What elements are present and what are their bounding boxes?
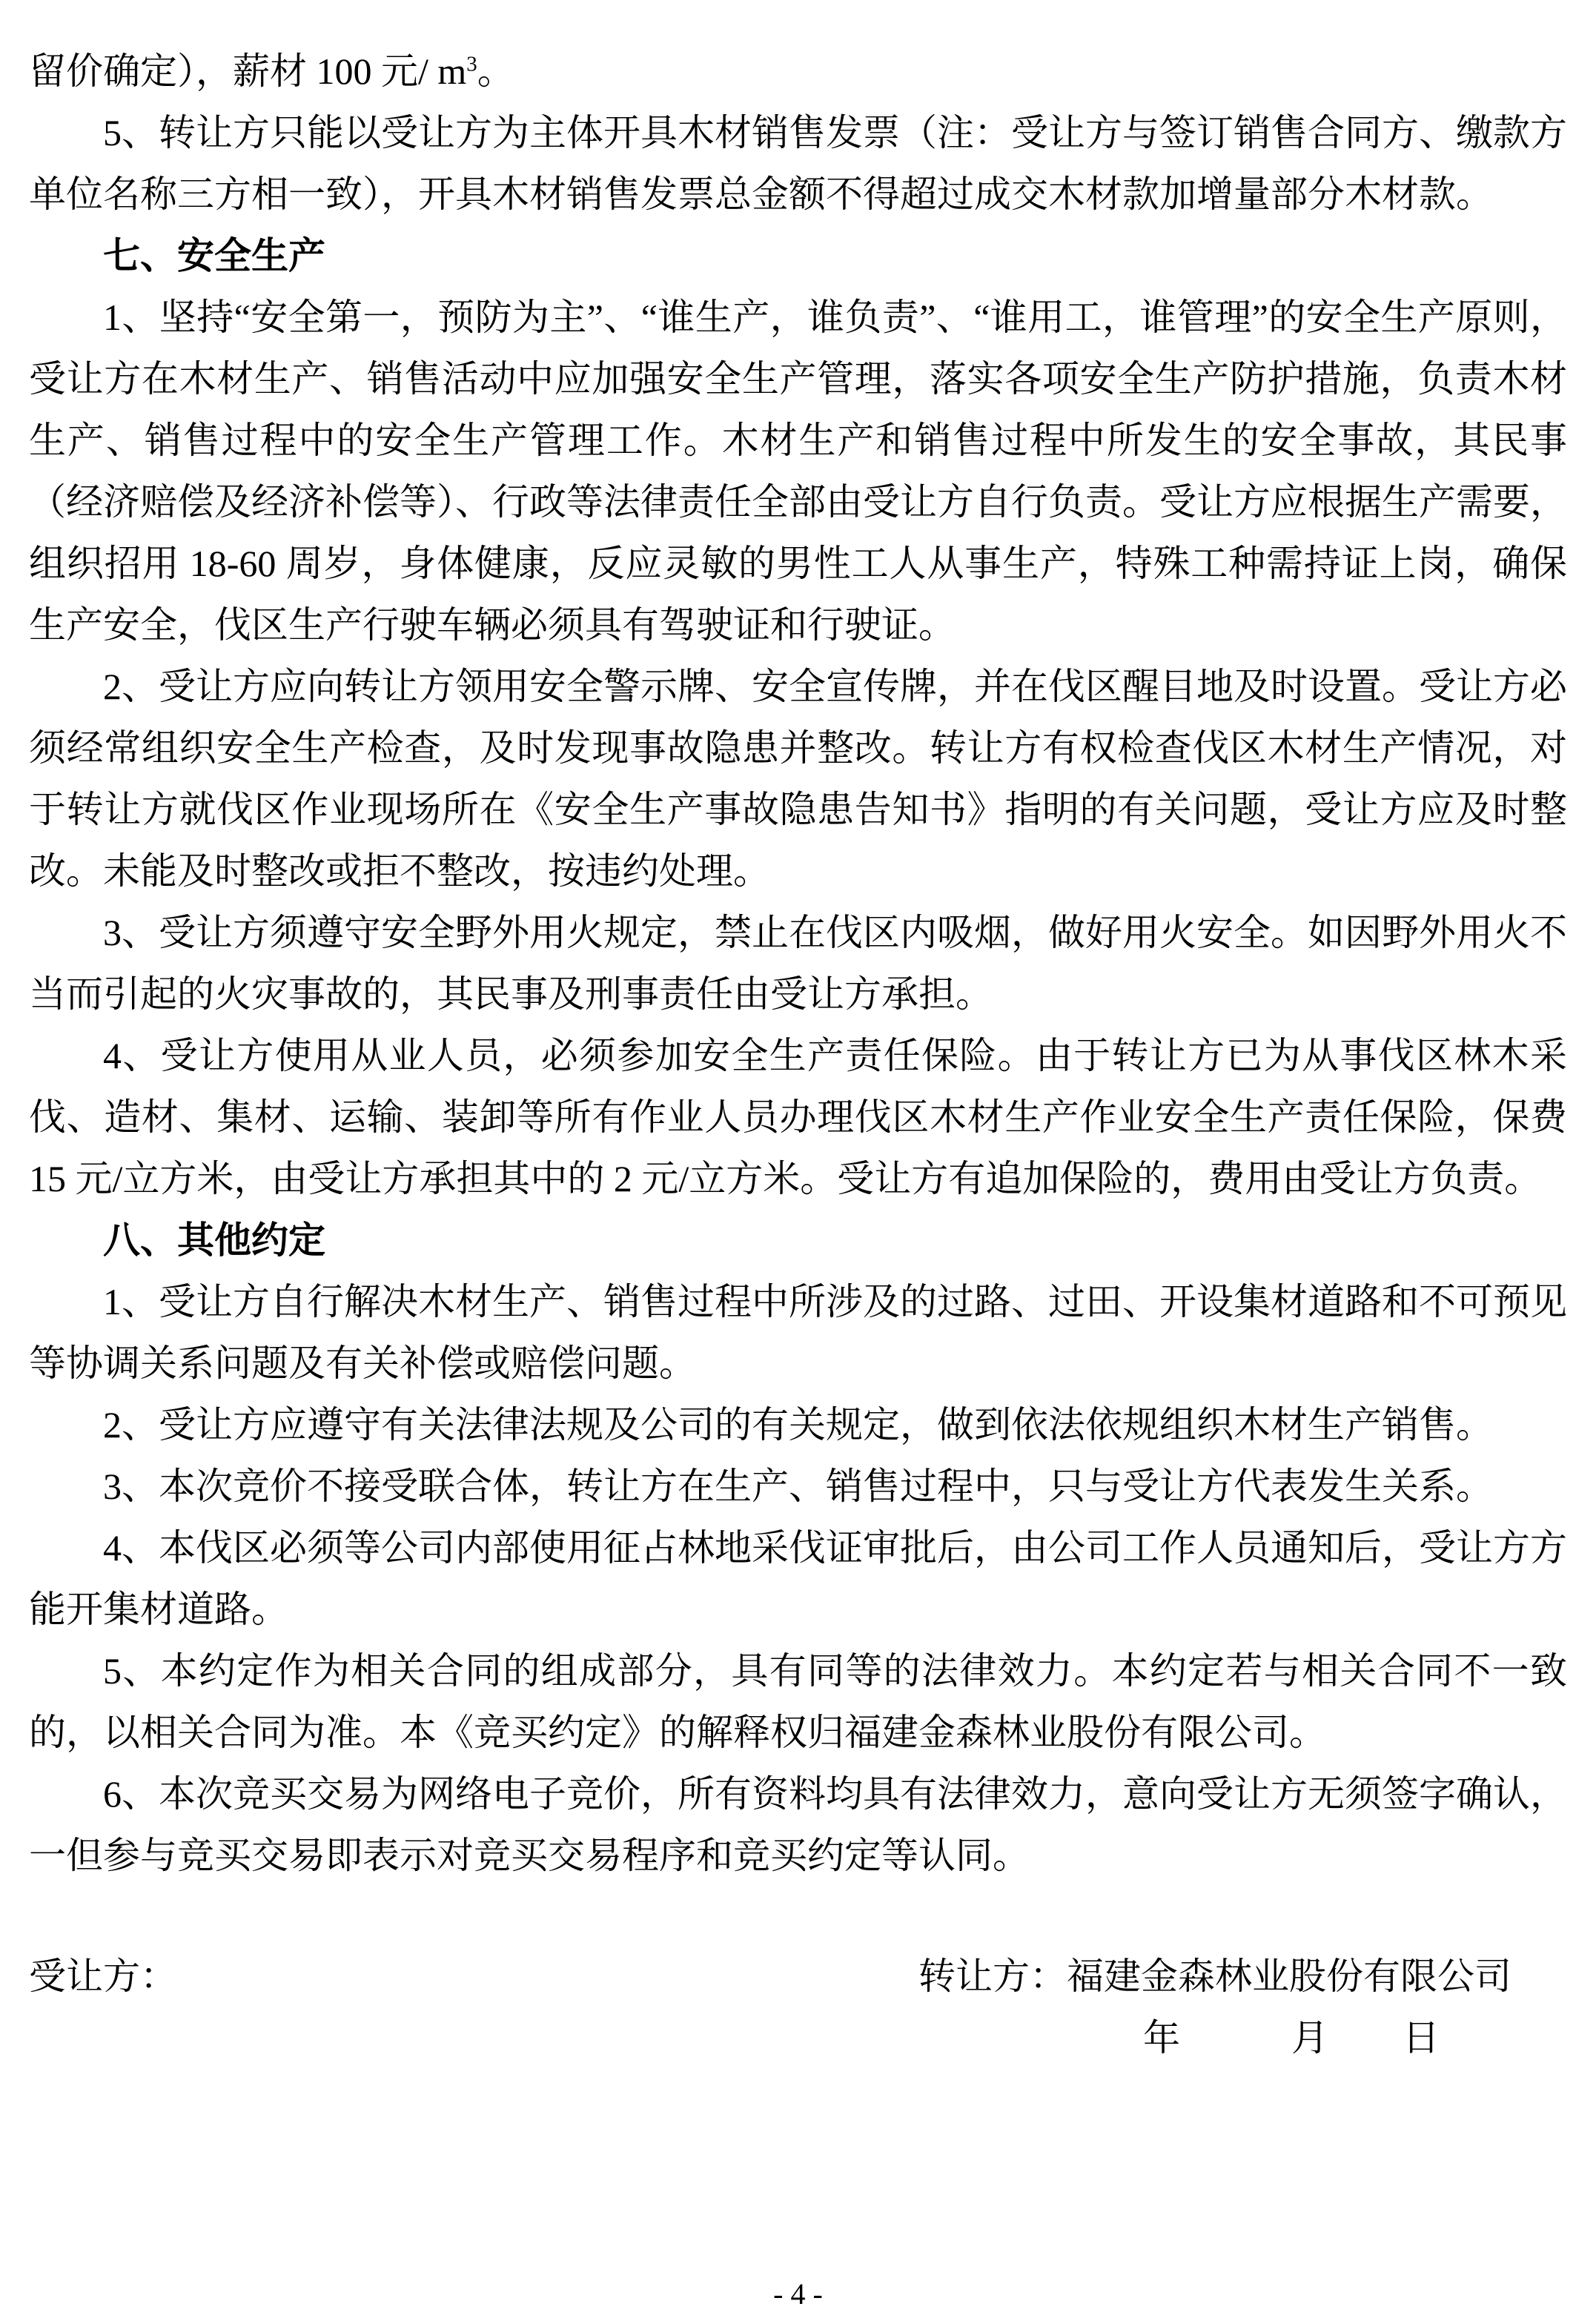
safety-clause-3: 3、受让方须遵守安全野外用火规定，禁止在伐区内吸烟，做好用火安全。如因野外用火不当而引起的火灾事故的，其民事及刑事责任由受让方承担。 <box>29 912 1567 1015</box>
section-heading-safety: 七、安全生产 <box>103 235 325 276</box>
other-clause-3: 3、本次竞价不接受联合体，转让方在生产、销售过程中，只与受让方代表发生关系。 <box>103 1466 1493 1507</box>
page-number: - 4 - <box>773 2277 823 2311</box>
clause-continuation-text: 留价确定），薪材 100 元/ m <box>29 50 467 92</box>
clause-continuation-period: 。 <box>477 50 514 92</box>
cubic-meter-superscript: 3 <box>466 52 477 76</box>
signature-block <box>29 1946 1567 2007</box>
signature-date-line: 年 月 日 <box>1143 2017 1440 2059</box>
section-heading-other: 八、其他约定 <box>103 1219 325 1261</box>
other-clause-1: 1、受让方自行解决木材生产、销售过程中所涉及的过路、过田、开设集材道路和不可预见等协调关系问题及有关补偿或赔偿问题。 <box>29 1281 1567 1384</box>
clause-continuation <box>29 41 1567 102</box>
other-clause-6: 6、本次竞买交易为网络电子竞价，所有资料均具有法律效力，意向受让方无须签字确认，一但参与竞买交易即表示对竞买交易程序和竞买约定等认同。 <box>29 1773 1567 1876</box>
safety-clause-1: 1、坚持“安全第一，预防为主”、“谁生产，谁负责”、“谁用工，谁管理”的安全生产原则，受让方在木材生产、销售活动中应加强安全生产管理，落实各项安全生产防护措施，负责木材生产、销售过程中的安全生产管理工作。木材生产和销售过程中所发生的安全事故，其民事（经济赔偿及经济补偿等）、行政等法律责任全部由受让方自行负责。受让方应根据生产需要，组织招用 18-60 周岁，身体健康，反应灵敏的男性工人从事生产，特殊工种需持证上岗，确保生产安全，伐区生产行驶车辆必须具有驾驶证和行驶证。 <box>29 297 1567 646</box>
safety-clause-4: 4、受让方使用从业人员，必须参加安全生产责任保险。由于转让方已为从事伐区林木采伐、造材、集材、运输、装卸等所有作业人员办理伐区木材生产作业安全生产责任保险，保费 15 元/立方米，由受让方承担其中的 2 元/立方米。受让方有追加保险的，费用由受让方负责。 <box>29 1035 1567 1199</box>
other-clause-2: 2、受让方应遵守有关法律法规及公司的有关规定，做到依法依规组织木材生产销售。 <box>103 1404 1493 1446</box>
other-clause-5: 5、本约定作为相关合同的组成部分，具有同等的法律效力。本约定若与相关合同不一致的，以相关合同为准。本《竞买约定》的解释权归福建金森林业股份有限公司。 <box>29 1650 1567 1753</box>
transferor-signature-label: 转让方：福建金森林业股份有限公司 <box>918 1956 1511 1997</box>
safety-clause-2: 2、受让方应向转让方领用安全警示牌、安全宣传牌，并在伐区醒目地及时设置。受让方必须经常组织安全生产检查，及时发现事故隐患并整改。转让方有权检查伐区木材生产情况，对于转让方就伐区作业现场所在《安全生产事故隐患告知书》指明的有关问题，受让方应及时整改。未能及时整改或拒不整改，按违约处理。 <box>29 666 1567 892</box>
other-clause-4: 4、本伐区必须等公司内部使用征占林地采伐证审批后，由公司工作人员通知后，受让方方能开集材道路。 <box>29 1527 1567 1630</box>
transferee-signature-label: 受让方： <box>29 1956 177 1997</box>
clause-invoice: 5、转让方只能以受让方为主体开具木材销售发票（注：受让方与签订销售合同方、缴款方单位名称三方相一致），开具木材销售发票总金额不得超过成交木材款加增量部分木材款。 <box>29 112 1567 215</box>
